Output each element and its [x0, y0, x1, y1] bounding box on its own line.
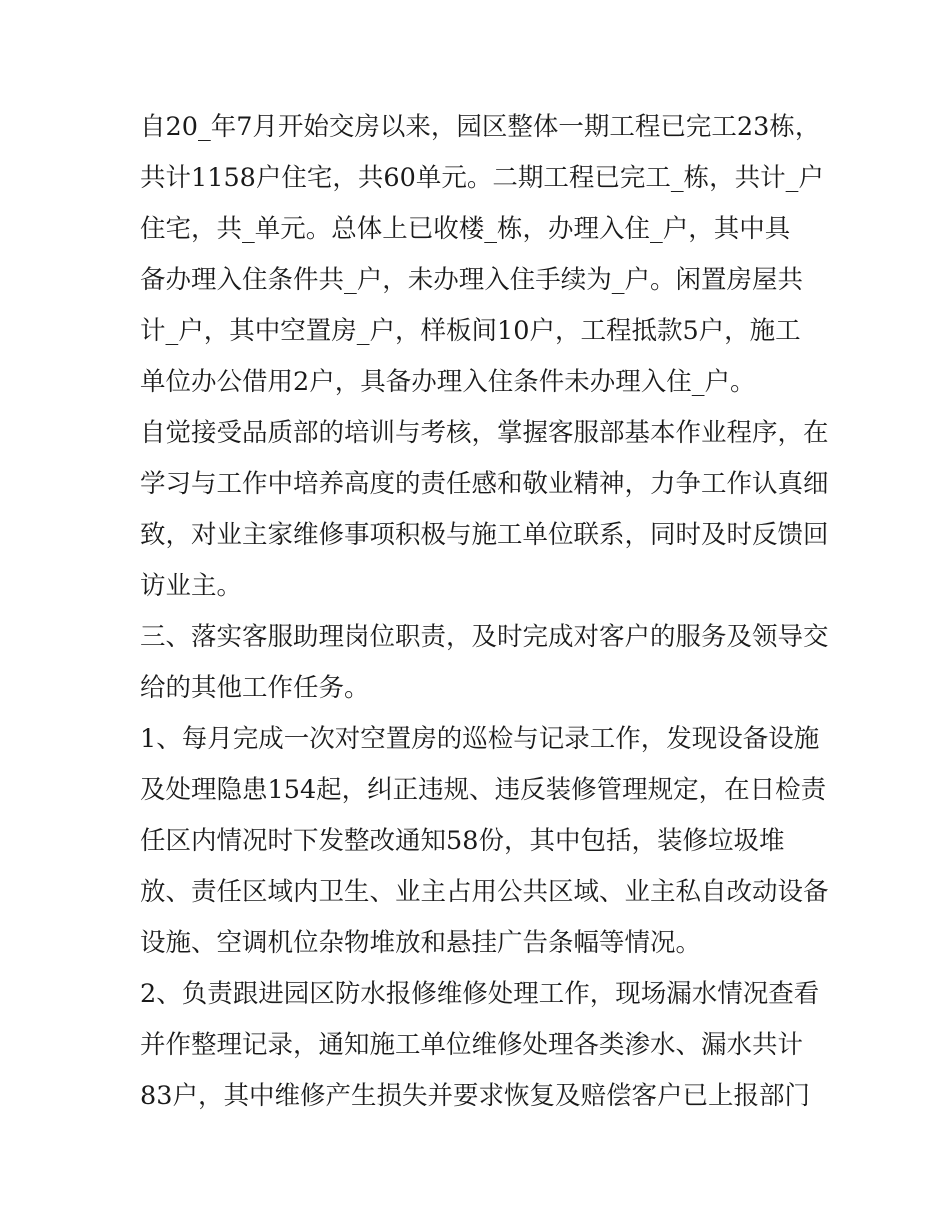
text-line: 计_户，其中空置房_户，样板间10户，工程抵款5户，施工	[140, 316, 801, 346]
text-line: 放、责任区域内卫生、业主占用公共区域、业主私自改动设备	[140, 877, 829, 907]
text-line: 83户，其中维修产生损失并要求恢复及赔偿客户已上报部门	[140, 1081, 810, 1111]
text-line: 并作整理记录，通知施工单位维修处理各类渗水、漏水共计	[140, 1030, 804, 1060]
text-line: 学习与工作中培养高度的责任感和敬业精神，力争工作认真细	[140, 469, 829, 499]
text-line: 单位办公借用2户，具备办理入住条件未办理入住_户。	[140, 367, 756, 397]
document-body	[140, 102, 830, 1122]
paragraph	[140, 612, 830, 714]
text-line: 及处理隐患154起，纠正违规、违反装修管理规定，在日检责	[140, 775, 827, 805]
paragraph	[140, 714, 830, 969]
text-line: 住宅，共_单元。总体上已收楼_栋，办理入住_户，其中具	[140, 214, 791, 244]
text-line: 2、负责跟进园区防水报修维修处理工作，现场漏水情况查看	[140, 979, 820, 1009]
text-line: 给的其他工作任务。	[140, 673, 370, 703]
paragraph	[140, 969, 830, 1122]
paragraph	[140, 408, 830, 612]
paragraph	[140, 102, 830, 408]
text-line: 三、落实客服助理岗位职责，及时完成对客户的服务及领导交	[140, 622, 829, 652]
text-line: 致，对业主家维修事项积极与施工单位联系，同时及时反馈回	[140, 520, 829, 550]
text-line: 设施、空调机位杂物堆放和悬挂广告条幅等情况。	[140, 928, 702, 958]
text-line: 访业主。	[140, 571, 243, 601]
text-line: 备办理入住条件共_户，未办理入住手续为_户。闲置房屋共	[140, 265, 804, 295]
text-line: 任区内情况时下发整改通知58份，其中包括，装修垃圾堆	[140, 826, 785, 856]
text-line: 1、每月完成一次对空置房的巡检与记录工作，发现设备设施	[140, 724, 820, 754]
text-line: 自觉接受品质部的培训与考核，掌握客服部基本作业程序，在	[140, 418, 829, 448]
text-line: 自20_年7月开始交房以来，园区整体一期工程已完工23栋，	[140, 112, 821, 142]
text-line: 共计1158户住宅，共60单元。二期工程已完工_栋，共计_户	[140, 163, 824, 193]
